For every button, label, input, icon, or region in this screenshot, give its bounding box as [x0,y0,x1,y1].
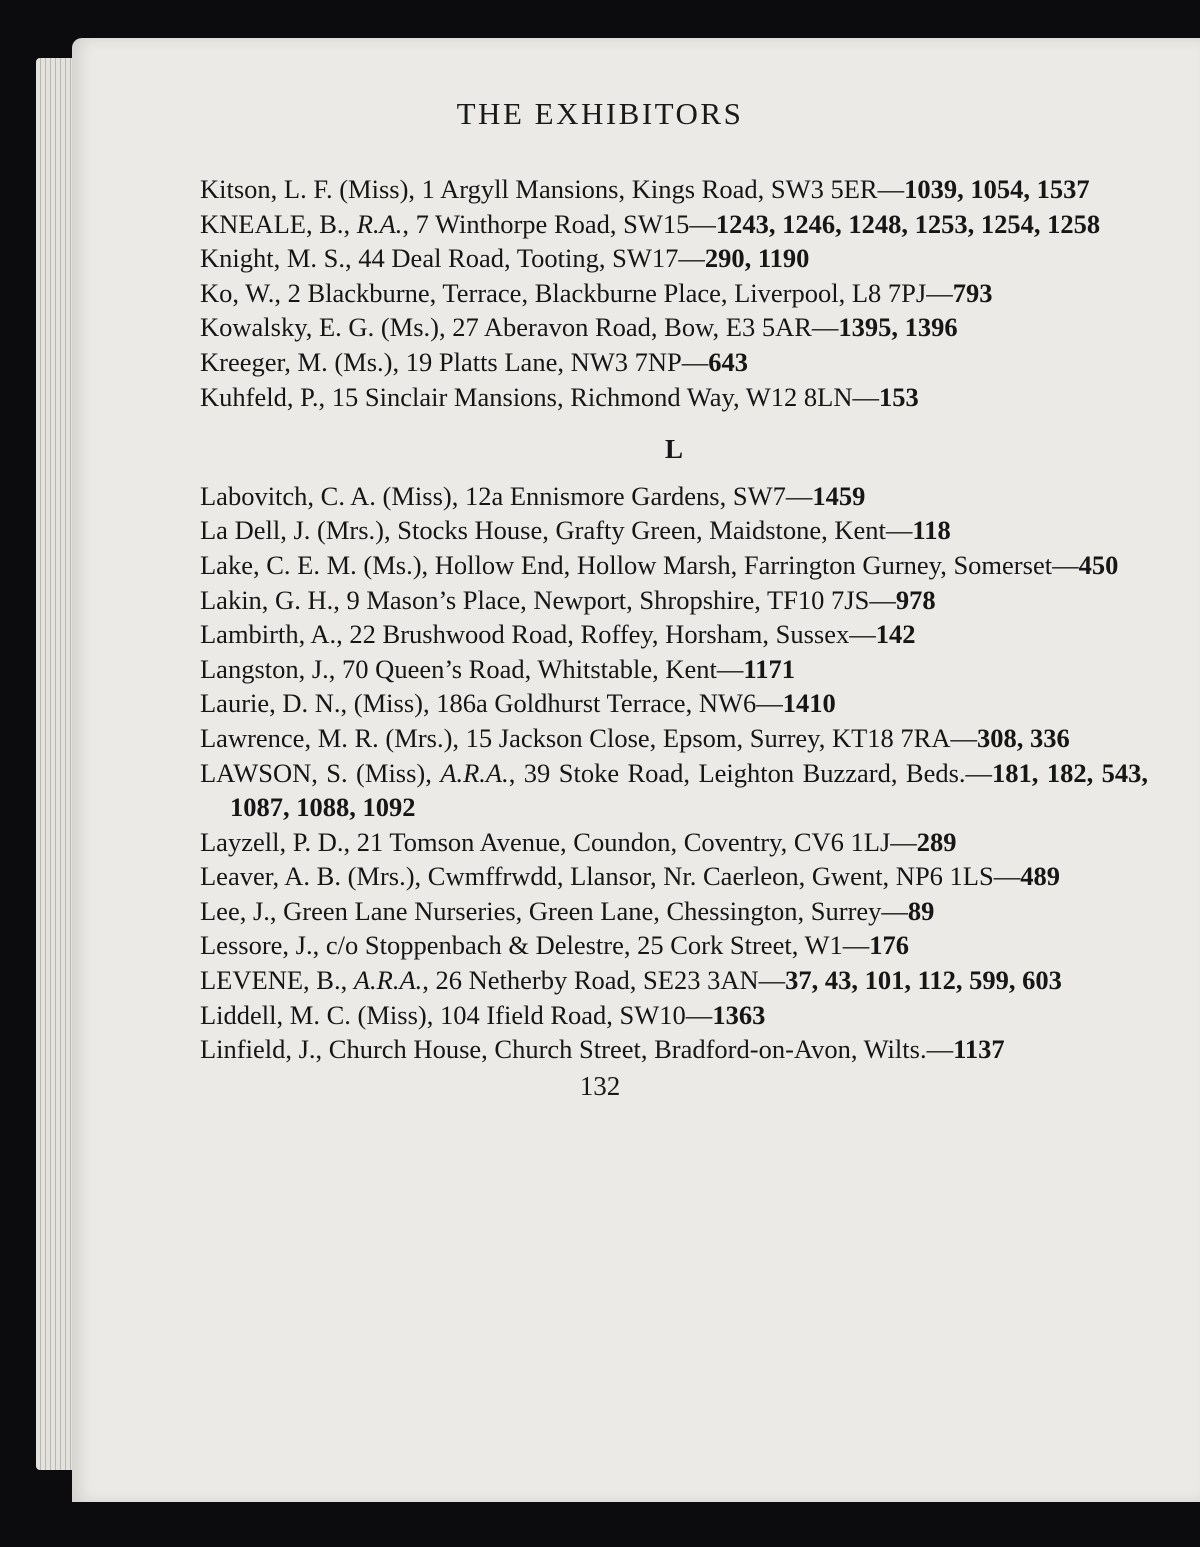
catalogue-numbers: 118 [912,515,951,546]
exhibitor-entry: Lessore, J., c/o Stoppenbach & Delestre, 25 Cork Street, W1—176 [200,930,909,961]
catalogue-numbers: 978 [895,584,936,615]
catalogue-numbers: 489 [1020,861,1060,892]
exhibitor-entry: Leaver, A. B. (Mrs.), Cwmffrwdd, Llansor, Nr. Caerleon, Gwent, NP6 1LS—489 [200,861,1060,892]
exhibitor-entry: La Dell, J. (Mrs.), Stocks House, Grafty Green, Maidstone, Kent—118 [200,515,951,546]
page-edges [36,58,76,1470]
exhibitor-entry: Lakin, G. H., 9 Mason’s Place, Newport, Shropshire, TF10 7JS—978 [200,584,936,615]
catalogue-numbers: 290, 1190 [704,243,810,274]
exhibitor-entry: Langston, J., 70 Queen’s Road, Whitstable, Kent—1171 [200,653,795,684]
exhibitor-entry: Kreeger, M. (Ms.), 19 Platts Lane, NW3 7NP—643 [200,346,748,377]
catalogue-numbers: 1395, 1396 [838,312,958,343]
catalogue-numbers: 181, 182, 543, 1087, 1088, 1092 [230,757,1149,823]
exhibitor-entry: Lake, C. E. M. (Ms.), Hollow End, Hollow Marsh, Farrington Gurney, Somerset—450 [200,549,1119,580]
catalogue-numbers: 1410 [782,688,836,719]
catalogue-numbers: 176 [869,930,909,961]
page-header: THE EXHIBITORS [456,96,744,131]
catalogue-numbers: 450 [1078,549,1119,580]
exhibitor-entry: Kitson, L. F. (Miss), 1 Argyll Mansions, Kings Road, SW3 5ER—1039, 1054, 1537 [200,174,1090,204]
exhibitor-entry: Knight, M. S., 44 Deal Road, Tooting, SW17—290, 1190 [200,243,810,274]
catalogue-numbers: 308, 336 [976,722,1070,753]
exhibitor-entry: Lambirth, A., 22 Brushwood Road, Roffey, Horsham, Sussex—142 [200,619,916,650]
exhibitor-entry: LEVENE, B., A.R.A., 26 Netherby Road, SE23 3AN—37, 43, 101, 112, 599, 603 [200,965,1062,996]
catalogue-numbers: 153 [878,381,919,412]
catalogue-numbers: 1459 [812,480,866,511]
catalogue-numbers: 37, 43, 101, 112, 599, 603 [785,965,1062,996]
exhibitor-entry: Linfield, J., Church House, Church Street, Bradford-on-Avon, Wilts.—1137 [200,1034,1005,1065]
exhibitor-entry: Layzell, P. D., 21 Tomson Avenue, Coundon, Coventry, CV6 1LJ—289 [200,826,957,857]
catalogue-numbers: 89 [907,895,935,926]
catalogue-numbers: 1363 [712,999,766,1030]
exhibitor-entry: Kowalsky, E. G. (Ms.), 27 Aberavon Road, Bow, E3 5AR—1395, 1396 [200,312,958,343]
catalogue-numbers: 1039, 1054, 1537 [904,174,1090,204]
exhibitor-entry: Ko, W., 2 Blackburne, Terrace, Blackburne Place, Liverpool, L8 7PJ—793 [200,277,993,308]
catalogue-numbers: 793 [952,277,993,308]
catalogue-numbers: 643 [708,346,748,377]
exhibitor-entry: LAWSON, S. (Miss), A.R.A., 39 Stoke Road, Leighton Buzzard, Beds.—181, 182, 543, 1087, 1088, 1092 [200,757,1149,823]
page-number: 132 [579,1071,621,1101]
catalogue-numbers: 1171 [743,653,795,684]
catalogue-numbers: 1243, 1246, 1248, 1253, 1254, 1258 [715,208,1101,239]
exhibitor-entry: KNEALE, B., R.A., 7 Winthorpe Road, SW15—1243, 1246, 1248, 1253, 1254, 1258 [200,208,1101,239]
catalogue-numbers: 142 [875,619,916,650]
exhibitor-entry: Labovitch, C. A. (Miss), 12a Ennismore Gardens, SW7—1459 [200,480,866,511]
exhibitor-entry: Liddell, M. C. (Miss), 104 Ifield Road, SW10—1363 [200,999,766,1030]
section-letter: L [664,434,683,465]
exhibitor-entry: Laurie, D. N., (Miss), 186a Goldhurst Terrace, NW6—1410 [200,688,836,719]
catalogue-numbers: 1137 [953,1034,1005,1065]
exhibitor-entry: Kuhfeld, P., 15 Sinclair Mansions, Richmond Way, W12 8LN—153 [200,381,919,412]
exhibitor-entry: Lee, J., Green Lane Nurseries, Green Lane, Chessington, Surrey—89 [200,895,935,926]
exhibitor-entry: Lawrence, M. R. (Mrs.), 15 Jackson Close, Epsom, Surrey, KT18 7RA—308, 336 [200,722,1070,753]
exhibitor-list [200,172,1148,1067]
catalogue-numbers: 289 [916,826,957,857]
